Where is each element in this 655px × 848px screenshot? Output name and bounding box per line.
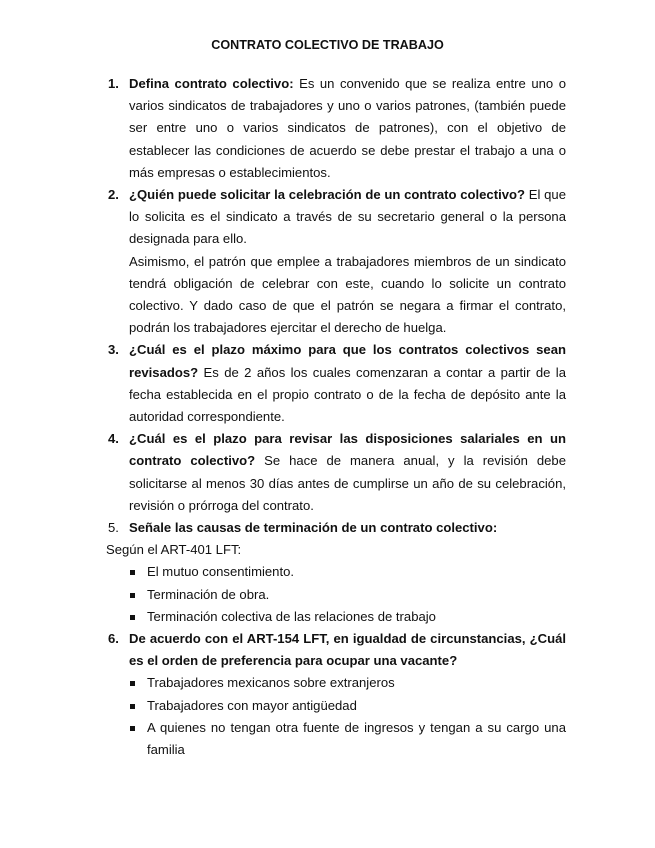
list-item-text: Terminación colectiva de las relaciones de trabajo: [147, 608, 436, 624]
item-number: 3.: [108, 342, 119, 358]
list-item: [108, 561, 566, 583]
list-item-text: Trabajadores mexicanos sobre extranjeros: [147, 675, 395, 691]
item-paragraph: [129, 73, 566, 184]
list-item: [108, 695, 566, 717]
list-item: [108, 584, 566, 606]
answer-text: Es de 2 años los cuales comenzaran a contar a partir de la fecha establecida en el propio contrato o de la fecha de depósito ante la autoridad correspondiente.: [129, 364, 566, 425]
item-paragraph: [129, 428, 566, 517]
square-bullet-icon: [130, 681, 135, 686]
item-number: 2.: [108, 187, 119, 203]
list-item: [108, 672, 566, 694]
question-item-4: [108, 428, 566, 517]
item-number: 1.: [108, 76, 119, 91]
document-content: [108, 73, 566, 761]
answer-text: Es un convenido que se realiza entre uno o varios sindicatos de trabajadores y uno o varios patrones, (también puede ser entre uno o varios sindicatos de patrones), con el objetivo de establecer las condiciones de acuerdo se debe prestar el trabajo a una o más empresas o establecimientos.: [129, 76, 566, 180]
termination-causes-list: [108, 561, 566, 628]
item-number: 4.: [108, 431, 119, 447]
list-item-text: A quienes no tengan otra fuente de ingresos y tengan a su cargo una familia: [147, 719, 566, 758]
answer-extra-paragraph: Asimismo, el patrón que emplee a trabajadores miembros de un sindicato tendrá obligación de celebrar con este, cuando lo solicite un contrato colectivo. Y dado caso de que el patrón se negara a firmar el contrato, podrán los trabajadores ejercitar el derecho de huelga.: [129, 253, 566, 336]
item-paragraph: [129, 339, 566, 428]
question-text: De acuerdo con el ART-154 LFT, en igualdad de circunstancias, ¿Cuál es el orden de preferencia para ocupar una vacante?: [129, 631, 566, 669]
answer-text: El que lo solicita es el sindicato a través de su secretario general o la persona designada para ello.: [129, 187, 566, 247]
question-text: ¿Cuál es el plazo máximo para que los contratos colectivos sean revisados?: [129, 342, 566, 380]
preference-order-list: [108, 672, 566, 761]
item-paragraph: [129, 628, 566, 672]
list-item-text: Trabajadores con mayor antigüedad: [147, 697, 357, 713]
question-item-6: [108, 628, 566, 672]
list-item-text: El mutuo consentimiento.: [147, 564, 295, 580]
question-item-5: [108, 517, 566, 539]
square-bullet-icon: [130, 615, 135, 620]
question-text: Defina contrato colectivo:: [129, 76, 294, 91]
answer-text: Se hace de manera anual, y la revisión debe solicitarse al menos 30 días antes de cumplirse un año de su celebración, revisión o prórroga del contrato.: [129, 453, 566, 513]
question-text: ¿Quién puede solicitar la celebración de un contrato colectivo?: [129, 187, 525, 203]
square-bullet-icon: [130, 570, 135, 575]
article-intro: Según el ART-401 LFT:: [106, 542, 242, 558]
list-item: [108, 606, 566, 628]
square-bullet-icon: [130, 593, 135, 598]
item-number: 5.: [108, 520, 119, 536]
list-item: [108, 717, 566, 761]
document-title: CONTRATO COLECTIVO DE TRABAJO: [211, 38, 444, 52]
list-item-text: Terminación de obra.: [147, 586, 270, 602]
item-paragraph: [129, 517, 566, 539]
item-number: 6.: [108, 631, 119, 647]
square-bullet-icon: [130, 726, 135, 731]
question-item-1: [108, 73, 566, 184]
question-text: Señale las causas de terminación de un contrato colectivo:: [129, 520, 498, 536]
question-item-3: [108, 339, 566, 428]
question-item-2: [108, 184, 566, 339]
square-bullet-icon: [130, 704, 135, 709]
item-paragraph: [129, 184, 566, 251]
question-text: ¿Cuál es el plazo para revisar las disposiciones salariales en un contrato colectivo?: [129, 431, 566, 469]
